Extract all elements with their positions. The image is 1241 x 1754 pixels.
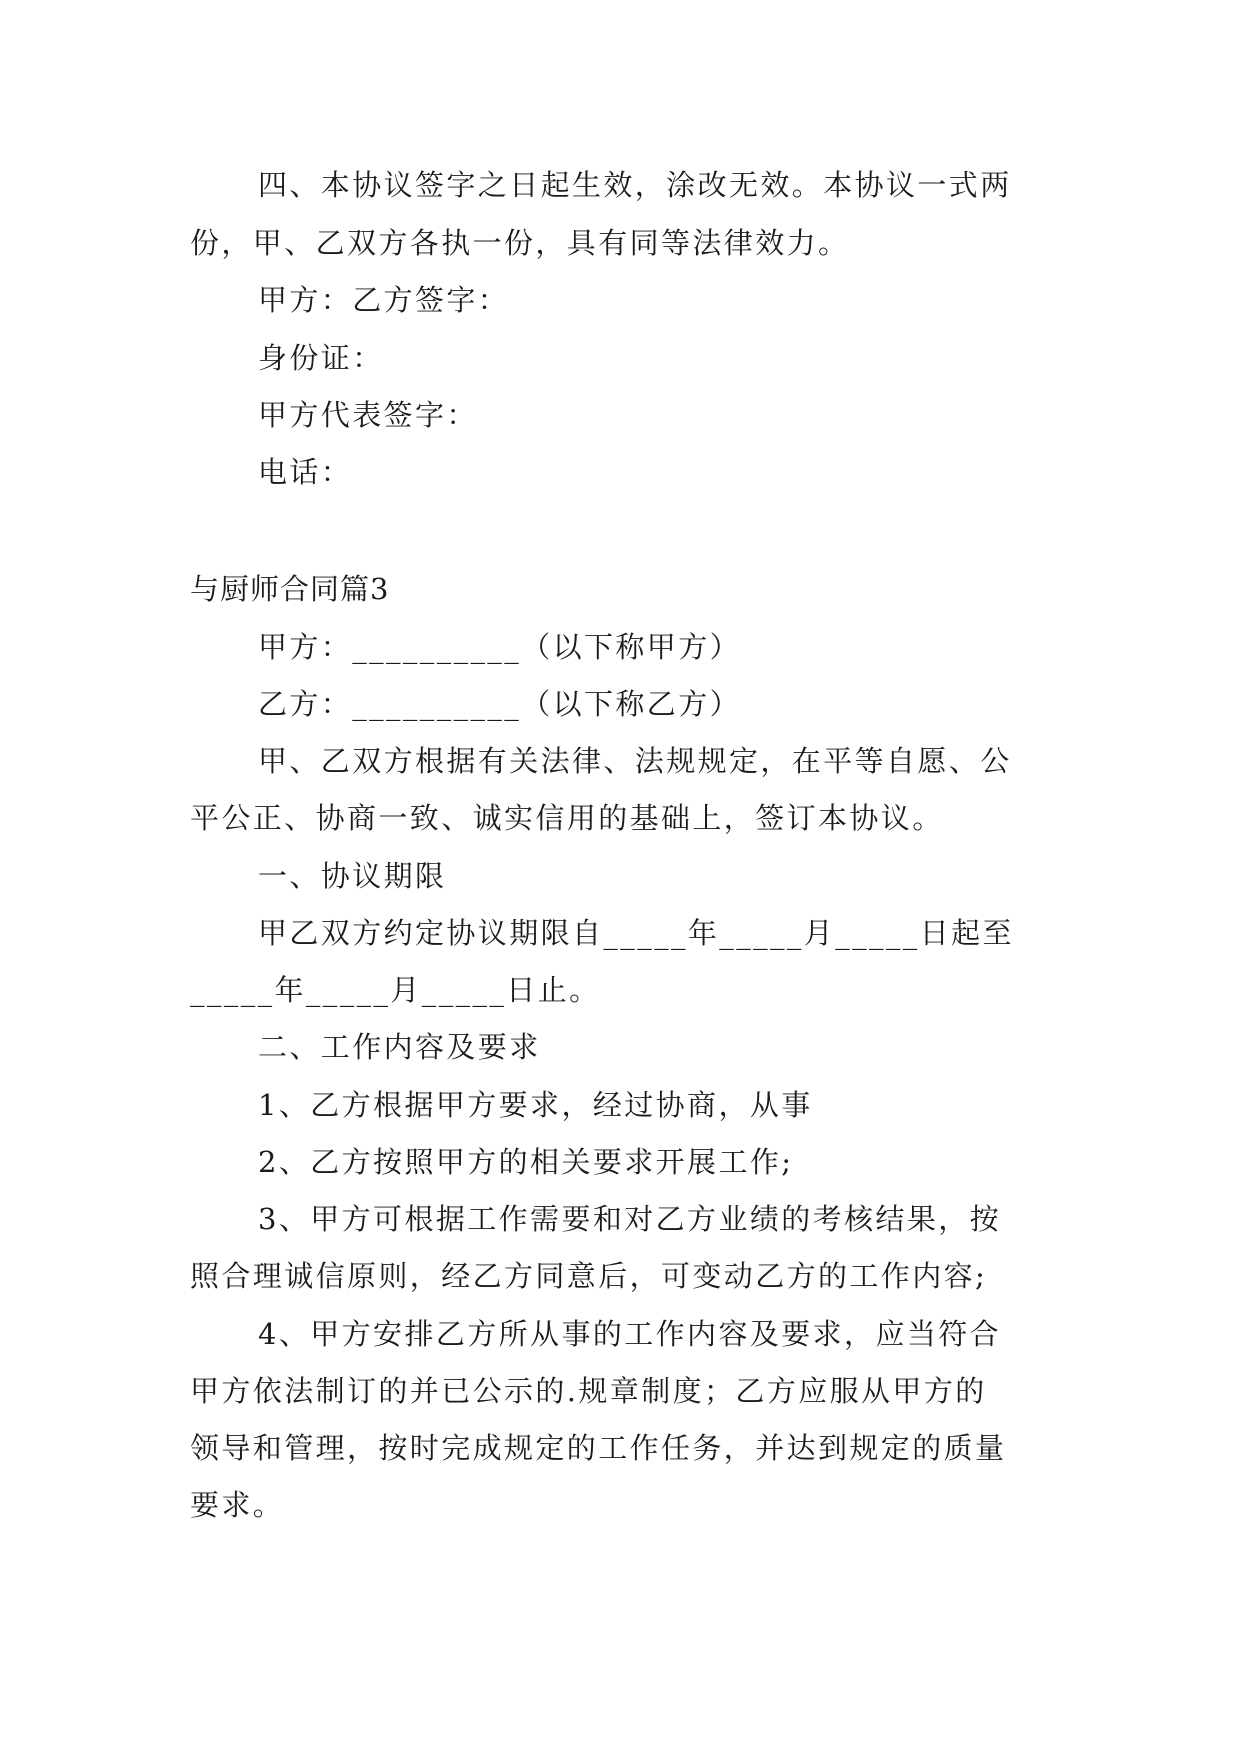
id-card-label: 身份证： xyxy=(258,341,384,375)
paragraph-line: 甲方依法制订的并已公示的.规章制度；乙方应服从甲方的 xyxy=(190,1374,987,1408)
party-a-line: 甲方：__________（以下称甲方） xyxy=(258,630,742,664)
phone-label: 电话： xyxy=(258,455,353,489)
section-title: 与厨师合同篇3 xyxy=(190,572,390,606)
clause-item: 2、乙方按照甲方的相关要求开展工作; xyxy=(258,1145,794,1179)
paragraph-line: 四、本协议签字之日起生效，涂改无效。本协议一式两 xyxy=(258,168,1012,202)
clause-item: 4、甲方安排乙方所从事的工作内容及要求，应当符合 xyxy=(258,1317,1002,1351)
clause-heading: 一、协议期限 xyxy=(258,859,447,893)
paragraph-line: 照合理诚信原则，经乙方同意后，可变动乙方的工作内容; xyxy=(190,1259,988,1293)
paragraph-line: 领导和管理，按时完成规定的工作任务，并达到规定的质量 xyxy=(190,1431,1007,1465)
clause-heading: 二、工作内容及要求 xyxy=(258,1030,541,1064)
clause-item: 3、甲方可根据工作需要和对乙方业绩的考核结果，按 xyxy=(258,1202,1002,1236)
paragraph-line: 甲乙双方约定协议期限自_____年_____月_____日起至 xyxy=(258,916,1014,950)
paragraph-line: 要求。 xyxy=(190,1488,285,1522)
paragraph-line: 甲、乙双方根据有关法律、法规规定，在平等自愿、公 xyxy=(258,744,1012,778)
clause-item: 1、乙方根据甲方要求，经过协商，从事 xyxy=(258,1088,813,1122)
paragraph-line: 份，甲、乙双方各执一份，具有同等法律效力。 xyxy=(190,226,850,260)
paragraph-line: _____年_____月_____日止。 xyxy=(190,973,601,1007)
party-b-line: 乙方：__________（以下称乙方） xyxy=(258,687,742,721)
paragraph-line: 平公正、协商一致、诚实信用的基础上，签订本协议。 xyxy=(190,801,944,835)
party-a-representative-label: 甲方代表签字： xyxy=(258,398,478,432)
party-a-signature-label: 甲方：乙方签字： xyxy=(258,283,510,317)
